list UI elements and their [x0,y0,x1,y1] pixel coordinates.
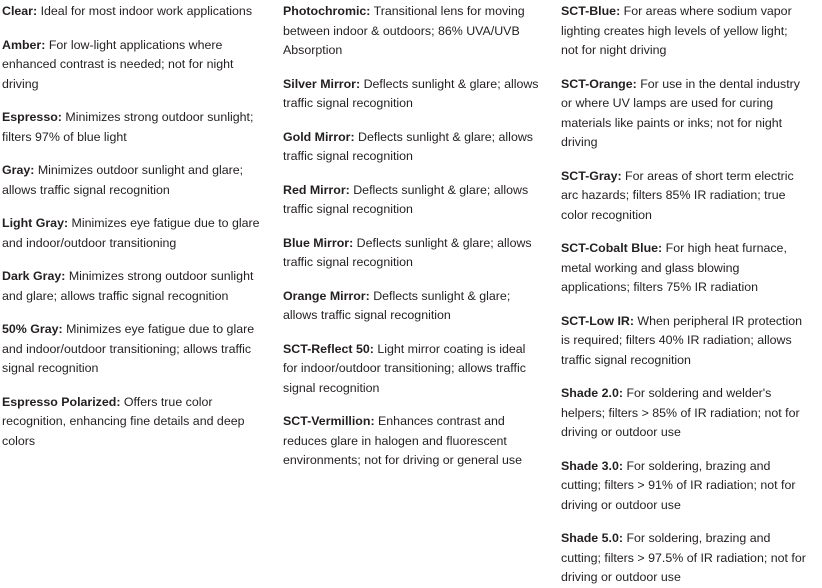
glossary-description: Minimizes eye fatigue due to glare and indoor/outdoor transitioning; allows traffic signal recognition [2,322,255,375]
glossary-description: Minimizes strong outdoor sunlight and glare; allows traffic signal recognition [2,269,254,303]
glossary-entry [561,312,808,371]
glossary-description: For areas of short term electric arc hazards; filters 85% IR radiation; true color recognition [561,168,794,222]
glossary-description: Deflects sunlight & glare; allows traffic signal recognition [283,288,511,322]
glossary-entry [283,234,539,273]
glossary-description: Minimizes eye fatigue due to glare and indoor/outdoor transitioning [2,216,260,250]
glossary-column-3 [553,2,822,584]
glossary-entry [2,393,261,452]
glossary-description: Deflects sunlight & glare; allows traffic signal recognition [283,76,539,110]
glossary-entry [561,167,808,226]
glossary-entry [2,2,261,22]
glossary-term: Shade 3.0: [561,458,623,473]
glossary-description: Enhances contrast and reduces glare in halogen and fluorescent environments; not for driving or general use [283,414,522,467]
glossary-term: Orange Mirror: [283,288,370,303]
glossary-description: For high heat furnace, metal working and glass blowing applications; filters 75% IR radiation [561,241,787,294]
glossary-description: Light mirror coating is ideal for indoor/outdoor transitioning; allows traffic signal recognition [283,341,526,395]
glossary-entry [561,384,808,443]
glossary-description: For areas where sodium vapor lighting creates high levels of yellow light; not for night driving [561,4,792,57]
glossary-description: For soldering and welder's helpers; filters > 85% of IR radiation; not for driving or outdoor use [561,386,800,439]
glossary-description: For soldering, brazing and cutting; filters > 91% of IR radiation; not for driving or outdoor use [561,458,796,512]
glossary-entry [561,2,808,61]
glossary-term: Shade 5.0: [561,531,623,545]
glossary-entry [283,412,539,471]
glossary-description: When peripheral IR protection is required; filters 40% IR radiation; allows traffic signal recognition [561,313,803,367]
glossary-term: Espresso Polarized: [2,394,121,409]
glossary-term: SCT-Cobalt Blue: [561,241,663,255]
glossary-entry [2,108,261,147]
glossary-entry [283,75,539,114]
glossary-term: SCT-Orange: [561,76,637,91]
glossary-column-1 [0,2,275,487]
glossary-column-2 [275,2,553,487]
glossary-term: Dark Gray: [2,269,66,283]
glossary-term: Red Mirror: [283,182,350,197]
glossary-description: Deflects sunlight & glare; allows traffic signal recognition [283,182,529,216]
glossary-entry [283,128,539,167]
glossary-entry [283,181,539,220]
glossary-term: Clear: [2,4,38,18]
glossary-term: 50% Gray: [2,322,63,336]
glossary-description: Offers true color recognition, enhancing fine details and deep colors [2,394,245,448]
glossary-term: Blue Mirror: [283,235,354,250]
glossary-description: Minimizes outdoor sunlight and glare; allows traffic signal recognition [2,163,244,197]
glossary-entry [2,320,261,379]
glossary-entry [283,340,539,399]
glossary-description: Deflects sunlight & glare; allows traffic signal recognition [283,235,532,269]
glossary-term: SCT-Vermillion: [283,414,375,428]
glossary-term: SCT-Gray: [561,168,622,183]
glossary-entry [561,529,808,588]
glossary-term: Light Gray: [2,216,69,230]
glossary-term: Photochromic: [283,4,371,18]
glossary-entry [561,457,808,516]
glossary-term: Gray: [2,163,35,177]
glossary-term: Amber: [2,37,46,52]
glossary-entry [561,239,808,298]
glossary-term: Espresso: [2,110,62,124]
glossary-description: Ideal for most indoor work applications [40,4,253,18]
glossary-description: For soldering, brazing and cutting; filters > 97.5% of IR radiation; not for driving or outdoor use [561,531,806,584]
glossary-entry [283,2,539,61]
glossary-description: Minimizes strong outdoor sunlight; filters 97% of blue light [2,110,254,144]
glossary-term: SCT-Reflect 50: [283,341,374,356]
glossary-term: SCT-Blue: [561,4,621,18]
glossary-entry [2,214,261,253]
glossary-term: Shade 2.0: [561,386,623,400]
glossary-term: Silver Mirror: [283,76,361,91]
glossary-description: Transitional lens for moving between indoor & outdoors; 86% UVA/UVB Absorption [283,4,525,57]
glossary-entry [2,267,261,306]
glossary-description: For use in the dental industry or where UV lamps are used for curing materials like paints or inks; not for night driving [561,76,800,149]
glossary-description: For low-light applications where enhanced contrast is needed; not for night driving [2,37,234,91]
glossary-term: SCT-Low IR: [561,313,634,328]
glossary-entry [561,75,808,153]
glossary-entry [283,287,539,326]
glossary-entry [2,36,261,95]
glossary-term: Gold Mirror: [283,129,355,144]
glossary-description: Deflects sunlight & glare; allows traffic signal recognition [283,129,533,163]
glossary-entry [2,161,261,200]
